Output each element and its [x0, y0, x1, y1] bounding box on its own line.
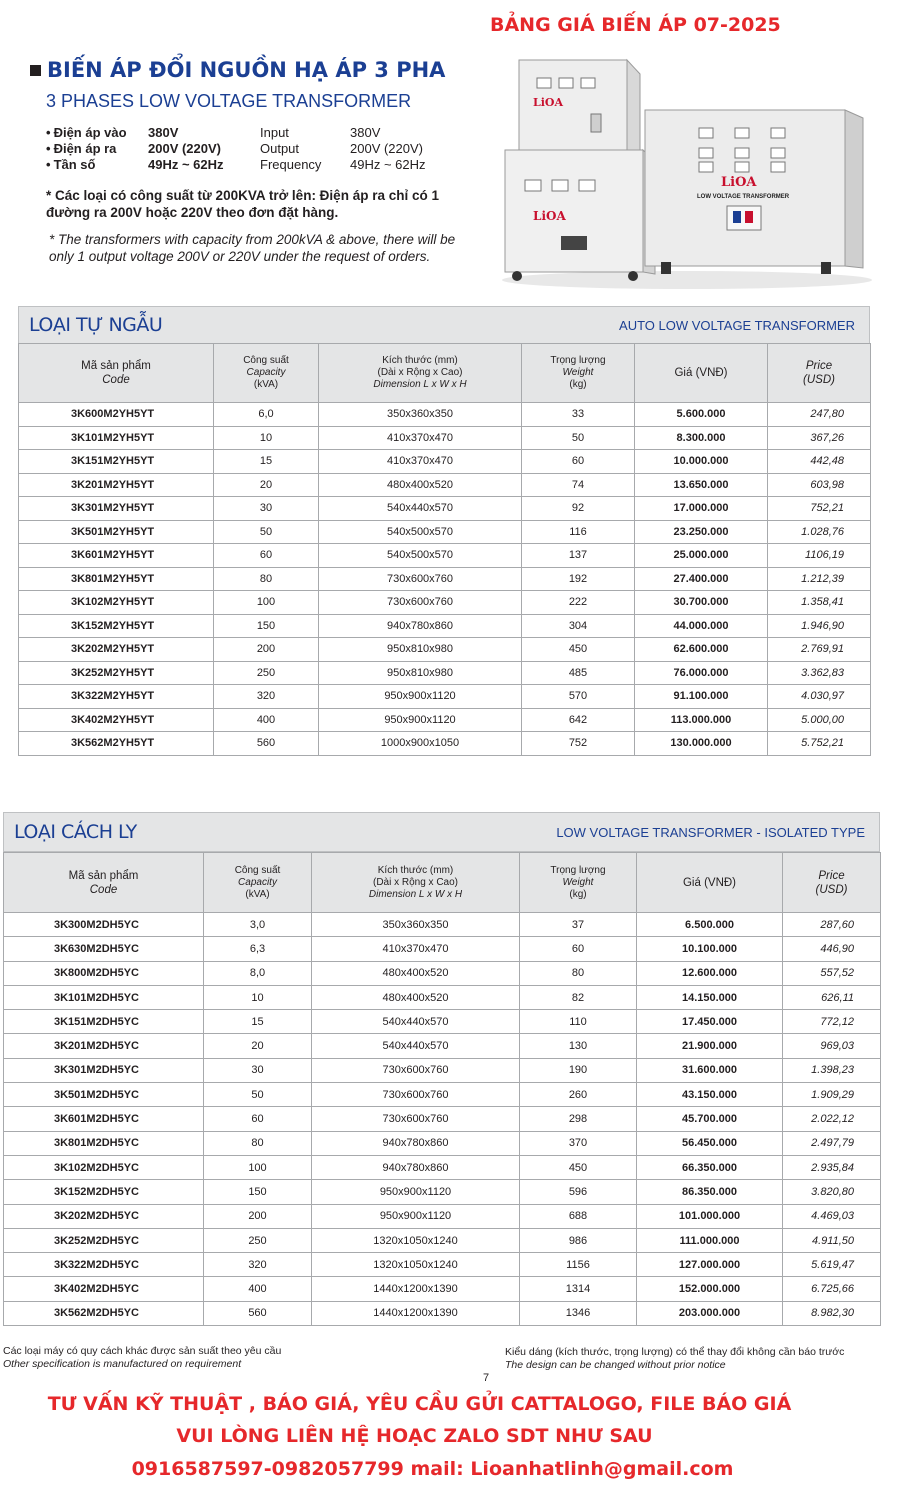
weight-cell: 82	[520, 985, 637, 1009]
col-capacity: Công suất Capacity (kVA)	[214, 344, 319, 403]
table-row	[19, 614, 871, 638]
table-row	[19, 708, 871, 732]
table-row	[19, 403, 871, 427]
price-vnd-cell: 30.700.000	[635, 591, 768, 615]
price-usd-cell: 557,52	[783, 961, 881, 985]
price-vnd-cell: 21.900.000	[637, 1034, 783, 1058]
dimension-cell: 940x780x860	[312, 1131, 520, 1155]
price-usd-cell: 247,80	[768, 403, 871, 427]
price-table-auto	[18, 343, 871, 756]
price-usd-cell: 603,98	[768, 473, 871, 497]
product-code-cell: 3K801M2YH5YT	[19, 567, 214, 591]
price-vnd-cell: 13.650.000	[635, 473, 768, 497]
price-usd-cell: 4.469,03	[783, 1204, 881, 1228]
spec-list	[46, 125, 450, 173]
product-code-cell: 3K102M2YH5YT	[19, 591, 214, 615]
price-usd-cell: 1.946,90	[768, 614, 871, 638]
col-price-vnd: Giá (VNĐ)	[637, 853, 783, 913]
dimension-cell: 1000x900x1050	[319, 732, 522, 756]
table-row	[19, 638, 871, 662]
footnote-left: Các loại máy có quy cách khác được sản suất theo yêu cầu Other specification is manufactured on requirement	[3, 1345, 282, 1370]
price-vnd-cell: 66.350.000	[637, 1155, 783, 1179]
brand-logo-text: LiOA	[533, 96, 564, 109]
price-vnd-cell: 203.000.000	[637, 1301, 783, 1325]
weight-cell: 190	[520, 1058, 637, 1082]
weight-cell: 222	[522, 591, 635, 615]
col-price-usd: Price (USD)	[783, 853, 881, 913]
weight-cell: 370	[520, 1131, 637, 1155]
product-code-cell: 3K151M2DH5YC	[4, 1010, 204, 1034]
capacity-cell: 200	[204, 1204, 312, 1228]
product-code-cell: 3K501M2YH5YT	[19, 520, 214, 544]
price-vnd-cell: 10.000.000	[635, 450, 768, 474]
table-row	[19, 661, 871, 685]
capacity-cell: 20	[214, 473, 319, 497]
price-vnd-cell: 27.400.000	[635, 567, 768, 591]
weight-cell: 596	[520, 1180, 637, 1204]
price-usd-cell: 1.358,41	[768, 591, 871, 615]
price-usd-cell: 287,60	[783, 913, 881, 937]
price-usd-cell: 4.911,50	[783, 1228, 881, 1252]
title-vi: BIẾN ÁP ĐỔI NGUỒN HẠ ÁP 3 PHA	[47, 58, 446, 82]
price-usd-cell: 2.022,12	[783, 1107, 881, 1131]
price-vnd-cell: 111.000.000	[637, 1228, 783, 1252]
price-vnd-cell: 25.000.000	[635, 544, 768, 568]
table-body	[19, 403, 871, 756]
table-row	[4, 1253, 881, 1277]
capacity-cell: 150	[204, 1180, 312, 1204]
capacity-cell: 400	[204, 1277, 312, 1301]
price-vnd-cell: 43.150.000	[637, 1083, 783, 1107]
capacity-cell: 200	[214, 638, 319, 662]
product-code-cell: 3K151M2YH5YT	[19, 450, 214, 474]
capacity-cell: 10	[214, 426, 319, 450]
table-row	[4, 1058, 881, 1082]
weight-cell: 92	[522, 497, 635, 521]
price-vnd-cell: 76.000.000	[635, 661, 768, 685]
table-row	[4, 937, 881, 961]
price-vnd-cell: 130.000.000	[635, 732, 768, 756]
note-vi: * Các loại có công suất từ 200KVA trở lên: Điện áp ra chỉ có 1 đường ra 200V hoặc 220V theo đơn đặt hàng.	[46, 188, 439, 220]
weight-cell: 688	[520, 1204, 637, 1228]
price-usd-cell: 2.497,79	[783, 1131, 881, 1155]
dimension-cell: 1320x1050x1240	[312, 1228, 520, 1252]
weight-cell: 37	[520, 913, 637, 937]
weight-cell: 986	[520, 1228, 637, 1252]
capacity-cell: 250	[214, 661, 319, 685]
section-title-en: AUTO LOW VOLTAGE TRANSFORMER	[619, 317, 855, 333]
page-title	[30, 58, 445, 82]
weight-cell: 752	[522, 732, 635, 756]
transformer-large-unit	[645, 110, 863, 274]
price-usd-cell: 1.398,23	[783, 1058, 881, 1082]
price-usd-cell: 626,11	[783, 985, 881, 1009]
price-usd-cell: 1.028,76	[768, 520, 871, 544]
product-code-cell: 3K301M2YH5YT	[19, 497, 214, 521]
capacity-cell: 30	[214, 497, 319, 521]
weight-cell: 130	[520, 1034, 637, 1058]
transformer-photo	[497, 52, 877, 292]
dimension-cell: 540x500x570	[319, 520, 522, 544]
product-code-cell: 3K601M2YH5YT	[19, 544, 214, 568]
price-usd-cell: 772,12	[783, 1010, 881, 1034]
table-row	[4, 1277, 881, 1301]
dimension-cell: 410x370x470	[319, 450, 522, 474]
section-header-auto	[18, 306, 870, 344]
dimension-cell: 540x440x570	[312, 1034, 520, 1058]
price-vnd-cell: 14.150.000	[637, 985, 783, 1009]
product-code-cell: 3K252M2DH5YC	[4, 1228, 204, 1252]
price-vnd-cell: 23.250.000	[635, 520, 768, 544]
capacity-cell: 80	[204, 1131, 312, 1155]
dimension-cell: 540x440x570	[312, 1010, 520, 1034]
product-code-cell: 3K152M2DH5YC	[4, 1180, 204, 1204]
dimension-cell: 950x900x1120	[312, 1180, 520, 1204]
dimension-cell: 950x810x980	[319, 638, 522, 662]
capacity-cell: 400	[214, 708, 319, 732]
price-vnd-cell: 10.100.000	[637, 937, 783, 961]
price-usd-cell: 1.212,39	[768, 567, 871, 591]
title-en: 3 PHASES LOW VOLTAGE TRANSFORMER	[46, 91, 412, 111]
price-vnd-cell: 56.450.000	[637, 1131, 783, 1155]
table-row	[4, 913, 881, 937]
price-vnd-cell: 12.600.000	[637, 961, 783, 985]
capacity-cell: 8,0	[204, 961, 312, 985]
price-usd-cell: 1.909,29	[783, 1083, 881, 1107]
price-usd-cell: 367,26	[768, 426, 871, 450]
table-row	[19, 732, 871, 756]
capacity-cell: 60	[214, 544, 319, 568]
price-usd-cell: 4.030,97	[768, 685, 871, 709]
product-code-cell: 3K101M2DH5YC	[4, 985, 204, 1009]
price-usd-cell: 6.725,66	[783, 1277, 881, 1301]
capacity-cell: 50	[204, 1083, 312, 1107]
product-code-cell: 3K562M2DH5YC	[4, 1301, 204, 1325]
dimension-cell: 540x500x570	[319, 544, 522, 568]
price-vnd-cell: 44.000.000	[635, 614, 768, 638]
weight-cell: 485	[522, 661, 635, 685]
capacity-cell: 30	[204, 1058, 312, 1082]
product-code-cell: 3K501M2DH5YC	[4, 1083, 204, 1107]
weight-cell: 137	[522, 544, 635, 568]
product-code-cell: 3K102M2DH5YC	[4, 1155, 204, 1179]
dimension-cell: 950x810x980	[319, 661, 522, 685]
table-row	[19, 520, 871, 544]
price-list-title: BẢNG GIÁ BIẾN ÁP 07-2025	[490, 14, 781, 36]
price-usd-cell: 2.769,91	[768, 638, 871, 662]
capacity-cell: 15	[204, 1010, 312, 1034]
table-row	[19, 497, 871, 521]
price-usd-cell: 8.982,30	[783, 1301, 881, 1325]
col-dimension: Kích thước (mm) (Dài x Rộng x Cao) Dimension L x W x H	[312, 853, 520, 913]
price-vnd-cell: 45.700.000	[637, 1107, 783, 1131]
capacity-cell: 15	[214, 450, 319, 474]
col-price-usd: Price (USD)	[768, 344, 871, 403]
dimension-cell: 410x370x470	[312, 937, 520, 961]
capacity-cell: 560	[214, 732, 319, 756]
price-vnd-cell: 127.000.000	[637, 1253, 783, 1277]
product-code-cell: 3K322M2YH5YT	[19, 685, 214, 709]
capacity-cell: 80	[214, 567, 319, 591]
dimension-cell: 350x360x350	[312, 913, 520, 937]
weight-cell: 1346	[520, 1301, 637, 1325]
table-row	[4, 1180, 881, 1204]
product-code-cell: 3K322M2DH5YC	[4, 1253, 204, 1277]
product-code-cell: 3K601M2DH5YC	[4, 1107, 204, 1131]
capacity-cell: 20	[204, 1034, 312, 1058]
col-weight: Trọng lượng Weight (kg)	[522, 344, 635, 403]
weight-cell: 450	[522, 638, 635, 662]
contact-line-1: TƯ VẤN KỸ THUẬT , BÁO GIÁ, YÊU CẦU GỬI CATTALOGO, FILE BÁO GIÁ	[47, 1393, 792, 1415]
square-bullet-icon	[30, 65, 41, 76]
capacity-cell: 6,3	[204, 937, 312, 961]
capacity-cell: 320	[204, 1253, 312, 1277]
table-row	[4, 1204, 881, 1228]
brand-logo-text: LiOA	[533, 209, 566, 223]
spec-row: • Điện áp ra 200V (220V) Output 200V (220V)	[46, 141, 450, 157]
capacity-cell: 150	[214, 614, 319, 638]
product-code-cell: 3K801M2DH5YC	[4, 1131, 204, 1155]
section-title-en: LOW VOLTAGE TRANSFORMER - ISOLATED TYPE	[556, 824, 865, 840]
price-vnd-cell: 152.000.000	[637, 1277, 783, 1301]
weight-cell: 60	[520, 937, 637, 961]
dimension-cell: 1440x1200x1390	[312, 1301, 520, 1325]
dimension-cell: 940x780x860	[319, 614, 522, 638]
price-vnd-cell: 6.500.000	[637, 913, 783, 937]
dimension-cell: 950x900x1120	[319, 685, 522, 709]
price-vnd-cell: 62.600.000	[635, 638, 768, 662]
spec-row: • Điện áp vào 380V Input 380V	[46, 125, 450, 141]
weight-cell: 50	[522, 426, 635, 450]
dimension-cell: 480x400x520	[312, 961, 520, 985]
product-code-cell: 3K402M2YH5YT	[19, 708, 214, 732]
price-usd-cell: 446,90	[783, 937, 881, 961]
price-usd-cell: 5.619,47	[783, 1253, 881, 1277]
spec-row: • Tần số 49Hz ~ 62Hz Frequency 49Hz ~ 62Hz	[46, 157, 450, 173]
table-row	[19, 591, 871, 615]
col-price-vnd: Giá (VNĐ)	[635, 344, 768, 403]
capacity-cell: 60	[204, 1107, 312, 1131]
weight-cell: 570	[522, 685, 635, 709]
contact-line-3: 0916587597-0982057799 mail: Lioanhatlinh@gmail.com	[131, 1458, 734, 1480]
product-code-cell: 3K201M2YH5YT	[19, 473, 214, 497]
capacity-cell: 100	[214, 591, 319, 615]
table-body	[4, 913, 881, 1326]
table-row	[19, 544, 871, 568]
dimension-cell: 730x600x760	[319, 591, 522, 615]
price-table-isolated	[3, 852, 881, 1326]
table-row	[4, 1107, 881, 1131]
table-row	[4, 1155, 881, 1179]
dimension-cell: 1440x1200x1390	[312, 1277, 520, 1301]
contact-line-2: VUI LÒNG LIÊN HỆ HOẠC ZALO SDT NHƯ SAU	[176, 1425, 653, 1447]
col-code: Mã sản phẩm Code	[4, 853, 204, 913]
capacity-cell: 6,0	[214, 403, 319, 427]
capacity-cell: 10	[204, 985, 312, 1009]
price-usd-cell: 5.752,21	[768, 732, 871, 756]
price-vnd-cell: 8.300.000	[635, 426, 768, 450]
product-code-cell: 3K152M2YH5YT	[19, 614, 214, 638]
transformer-small-unit	[519, 60, 640, 158]
weight-cell: 116	[522, 520, 635, 544]
price-usd-cell: 442,48	[768, 450, 871, 474]
product-code-cell: 3K202M2YH5YT	[19, 638, 214, 662]
price-usd-cell: 3.820,80	[783, 1180, 881, 1204]
col-capacity: Công suất Capacity (kVA)	[204, 853, 312, 913]
table-row	[4, 1083, 881, 1107]
col-weight: Trọng lượng Weight (kg)	[520, 853, 637, 913]
product-code-cell: 3K202M2DH5YC	[4, 1204, 204, 1228]
price-vnd-cell: 91.100.000	[635, 685, 768, 709]
weight-cell: 260	[520, 1083, 637, 1107]
product-code-cell: 3K562M2YH5YT	[19, 732, 214, 756]
brand-logo-text: LiOA	[721, 175, 757, 190]
price-vnd-cell: 113.000.000	[635, 708, 768, 732]
product-code-cell: 3K300M2DH5YC	[4, 913, 204, 937]
weight-cell: 192	[522, 567, 635, 591]
product-code-cell: 3K101M2YH5YT	[19, 426, 214, 450]
price-usd-cell: 2.935,84	[783, 1155, 881, 1179]
dimension-cell: 350x360x350	[319, 403, 522, 427]
capacity-cell: 3,0	[204, 913, 312, 937]
product-code-cell: 3K600M2YH5YT	[19, 403, 214, 427]
price-usd-cell: 969,03	[783, 1034, 881, 1058]
dimension-cell: 480x400x520	[319, 473, 522, 497]
table-header-row	[4, 853, 881, 913]
table-row	[19, 426, 871, 450]
table-row	[4, 1034, 881, 1058]
dimension-cell: 950x900x1120	[312, 1204, 520, 1228]
section-header-isolated	[3, 812, 880, 852]
weight-cell: 110	[520, 1010, 637, 1034]
dimension-cell: 540x440x570	[319, 497, 522, 521]
table-row	[4, 1131, 881, 1155]
price-vnd-cell: 86.350.000	[637, 1180, 783, 1204]
weight-cell: 60	[522, 450, 635, 474]
price-usd-cell: 752,21	[768, 497, 871, 521]
weight-cell: 304	[522, 614, 635, 638]
table-row	[4, 1301, 881, 1325]
dimension-cell: 480x400x520	[312, 985, 520, 1009]
weight-cell: 298	[520, 1107, 637, 1131]
product-code-cell: 3K402M2DH5YC	[4, 1277, 204, 1301]
product-code-cell: 3K252M2YH5YT	[19, 661, 214, 685]
weight-cell: 450	[520, 1155, 637, 1179]
table-row	[19, 685, 871, 709]
product-code-cell: 3K301M2DH5YC	[4, 1058, 204, 1082]
capacity-cell: 100	[204, 1155, 312, 1179]
price-usd-cell: 1106,19	[768, 544, 871, 568]
table-row	[19, 567, 871, 591]
weight-cell: 74	[522, 473, 635, 497]
price-usd-cell: 3.362,83	[768, 661, 871, 685]
table-row	[4, 1010, 881, 1034]
dimension-cell: 730x600x760	[312, 1107, 520, 1131]
weight-cell: 642	[522, 708, 635, 732]
table-row	[19, 450, 871, 474]
dimension-cell: 730x600x760	[312, 1058, 520, 1082]
weight-cell: 1314	[520, 1277, 637, 1301]
weight-cell: 80	[520, 961, 637, 985]
capacity-cell: 320	[214, 685, 319, 709]
product-code-cell: 3K201M2DH5YC	[4, 1034, 204, 1058]
price-vnd-cell: 17.450.000	[637, 1010, 783, 1034]
dimension-cell: 950x900x1120	[319, 708, 522, 732]
weight-cell: 1156	[520, 1253, 637, 1277]
table-row	[4, 985, 881, 1009]
weight-cell: 33	[522, 403, 635, 427]
photo-caption-text: LOW VOLTAGE TRANSFORMER	[697, 194, 790, 200]
price-vnd-cell: 5.600.000	[635, 403, 768, 427]
capacity-cell: 50	[214, 520, 319, 544]
transformer-medium-unit	[505, 150, 655, 281]
table-row	[4, 1228, 881, 1252]
dimension-cell: 1320x1050x1240	[312, 1253, 520, 1277]
col-dimension: Kích thước (mm) (Dài x Rộng x Cao) Dimension L x W x H	[319, 344, 522, 403]
price-vnd-cell: 17.000.000	[635, 497, 768, 521]
section-title-vi: LOẠI CÁCH LY	[14, 821, 137, 843]
product-code-cell: 3K630M2DH5YC	[4, 937, 204, 961]
note-en: * The transformers with capacity from 200kVA & above, there will be only 1 output voltage 200V or 220V under the request of orders.	[49, 232, 456, 264]
price-vnd-cell: 31.600.000	[637, 1058, 783, 1082]
capacity-cell: 250	[204, 1228, 312, 1252]
product-code-cell: 3K800M2DH5YC	[4, 961, 204, 985]
dimension-cell: 730x600x760	[312, 1083, 520, 1107]
footnote-right: Kiểu dáng (kích thước, trọng lượng) có thể thay đổi không cần báo trước The design can be changed without prior notice	[505, 1346, 845, 1371]
price-usd-cell: 5.000,00	[768, 708, 871, 732]
page-number: 7	[483, 1372, 490, 1384]
section-title-vi: LOẠI TỰ NGẪU	[29, 314, 163, 336]
dimension-cell: 940x780x860	[312, 1155, 520, 1179]
col-code: Mã sản phẩm Code	[19, 344, 214, 403]
table-header-row	[19, 344, 871, 403]
dimension-cell: 410x370x470	[319, 426, 522, 450]
capacity-cell: 560	[204, 1301, 312, 1325]
table-row	[4, 961, 881, 985]
dimension-cell: 730x600x760	[319, 567, 522, 591]
table-row	[19, 473, 871, 497]
price-vnd-cell: 101.000.000	[637, 1204, 783, 1228]
